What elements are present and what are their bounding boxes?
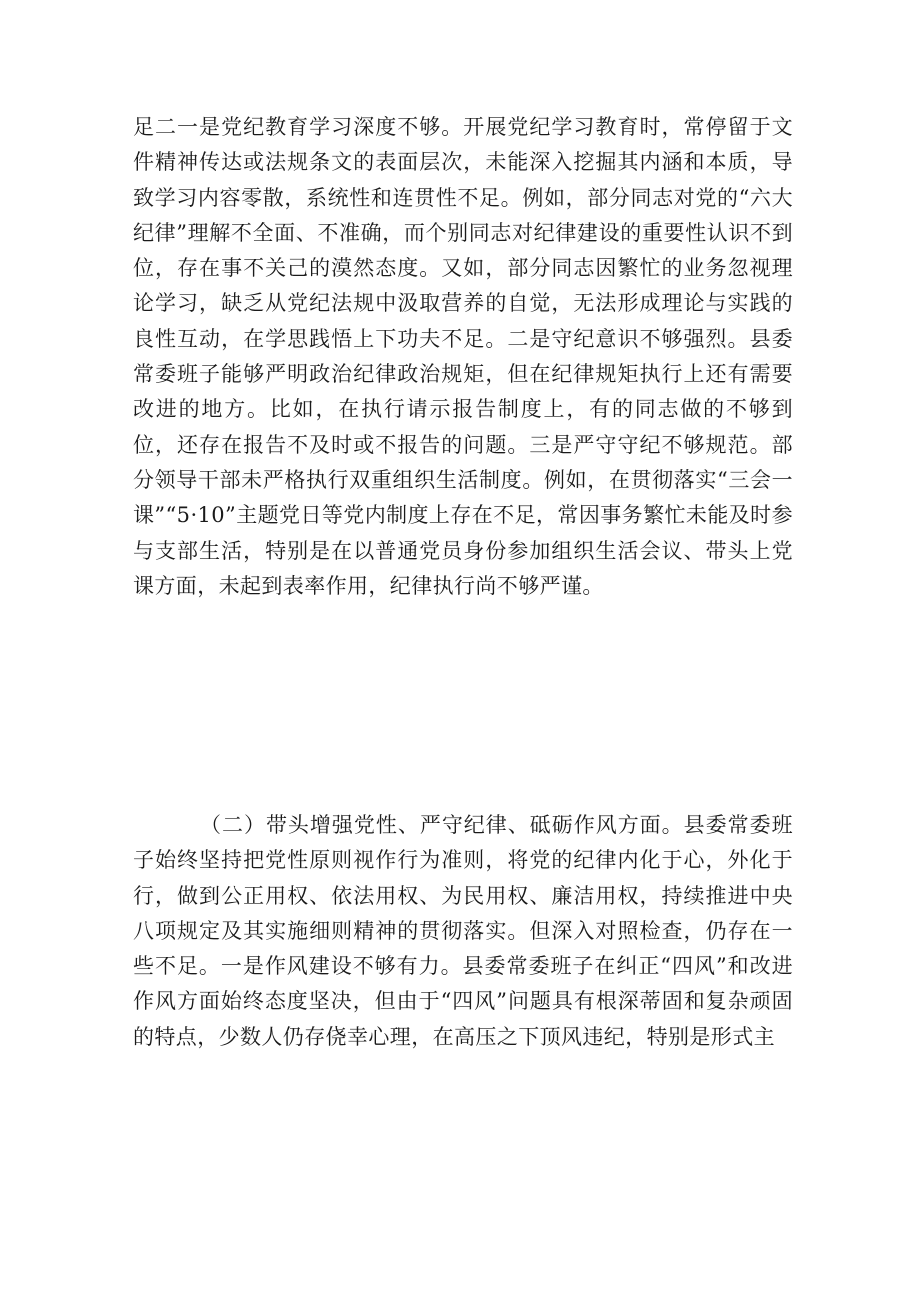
body-paragraph-2: （二）带头增强党性、严守纪律、砥砺作风方面。县委常委班子始终坚持把党性原则视作行为准则，将党的纪律内化于心，外化于行，做到公正用权、依法用权、为民用权、廉洁用权，持续推进中央八项规定及其实施细则精神的贯彻落实。但深入对照检查，仍存在一些不足。一是作风建设不够有力。县委常委班子在纠正“四风”和改进作风方面始终态度坚决，但由于“四风”问题具有根深蒂固和复杂顽固的特点，少数人仍存侥幸心理，在高压之下顶风违纪，特别是形式主: [133, 813, 793, 1049]
body-paragraph-1: 足二一是党纪教育学习深度不够。开展党纪学习教育时，常停留于文件精神传达或法规条文的表面层次，未能深入挖掘其内涵和本质，导致学习内容零散，系统性和连贯性不足。例如，部分同志对党的“六大纪律”理解不全面、不准确，而个别同志对纪律建设的重要性认识不到位，存在事不关己的漠然态度。又如，部分同志因繁忙的业务忽视理论学习，缺乏从党纪法规中汲取营养的自觉，无法形成理论与实践的良性互动，在学思践悟上下功夫不足。二是守纪意识不够强烈。县委常委班子能够严明政治纪律政治规矩，但在纪律规矩执行上还有需要改进的地方。比如，在执行请示报告制度上，有的同志做的不够到位，还存在报告不及时或不报告的问题。三是严守守纪不够规范。部分领导干部未严格执行双重组织生活制度。例如，在贯彻落实“三会一课”“5·10”主题党日等党内制度上存在不足，常因事务繁忙未能及时参与支部生活，特别是在以普通党员身份参加组织生活会议、带头上党课方面，未起到表率作用，纪律执行尚不够严谨。: [133, 115, 793, 598]
